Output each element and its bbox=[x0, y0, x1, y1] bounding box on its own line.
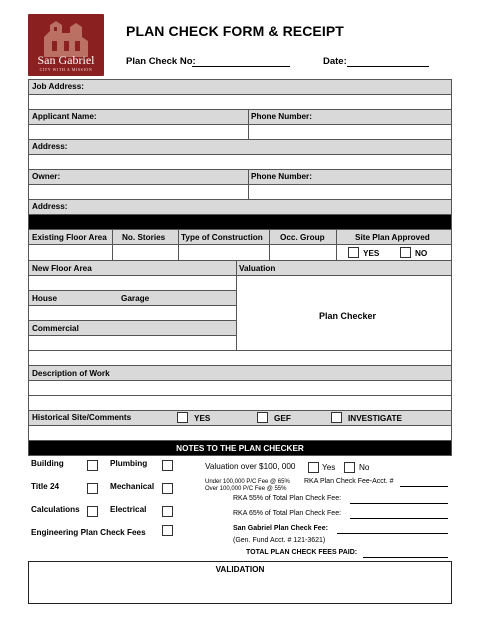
divider bbox=[236, 261, 237, 275]
date-label: Date: bbox=[323, 56, 347, 67]
historical-input[interactable] bbox=[28, 425, 452, 441]
floor-table-row[interactable] bbox=[28, 244, 452, 261]
gef-checkbox[interactable] bbox=[257, 412, 268, 423]
date-field[interactable] bbox=[347, 56, 429, 67]
valuation-yes-label: Yes bbox=[322, 463, 336, 472]
job-address-input[interactable] bbox=[28, 94, 452, 110]
historical-site-row bbox=[28, 410, 452, 426]
calculations-label: Calculations bbox=[31, 505, 80, 514]
valuation-no-checkbox[interactable] bbox=[344, 462, 355, 473]
divider bbox=[112, 245, 113, 260]
plumbing-checkbox[interactable] bbox=[162, 460, 173, 471]
divider bbox=[178, 230, 179, 244]
plan-checker-label: Plan Checker bbox=[319, 311, 377, 321]
validation-box[interactable] bbox=[28, 561, 452, 604]
engineering-fees-label: Engineering Plan Check Fees bbox=[31, 528, 146, 537]
description-input-1[interactable] bbox=[28, 380, 452, 396]
rka-55-label: RKA 55% of Total Plan Check Fee: bbox=[233, 495, 342, 502]
rka-65-field[interactable] bbox=[350, 508, 448, 519]
divider bbox=[248, 125, 249, 139]
new-floor-area-label: New Floor Area bbox=[32, 264, 92, 273]
owner-address-label: Address: bbox=[32, 202, 68, 211]
phone-number-label: Phone Number: bbox=[251, 112, 312, 121]
address-label: Address: bbox=[32, 142, 68, 151]
divider bbox=[336, 245, 337, 260]
existing-floor-area-header: Existing Floor Area bbox=[32, 233, 107, 242]
rka-acct-label: RKA Plan Check Fee-Acct. # bbox=[304, 478, 394, 485]
notes-header: NOTES TO THE PLAN CHECKER bbox=[176, 444, 304, 453]
garage-label: Garage bbox=[121, 294, 150, 303]
notes-header-bar bbox=[28, 440, 452, 456]
applicant-input-row[interactable] bbox=[28, 124, 452, 140]
sg-fee-field[interactable] bbox=[337, 523, 448, 534]
description-of-work-label: Description of Work bbox=[32, 369, 110, 378]
gef-label: GEF bbox=[274, 414, 291, 423]
new-floor-area-row bbox=[28, 260, 452, 276]
address-input[interactable] bbox=[28, 154, 452, 170]
job-address-row bbox=[28, 79, 452, 95]
plumbing-label: Plumbing bbox=[110, 459, 148, 468]
page-title: PLAN CHECK FORM & RECEIPT bbox=[126, 23, 344, 39]
blank-row[interactable] bbox=[28, 350, 452, 366]
electrical-checkbox[interactable] bbox=[162, 506, 173, 517]
house-garage-input[interactable] bbox=[28, 305, 237, 321]
owner-phone-label: Phone Number: bbox=[251, 172, 312, 181]
valuation-no-label: No bbox=[359, 463, 370, 472]
rka-55-field[interactable] bbox=[350, 493, 448, 504]
house-label: House bbox=[32, 294, 58, 303]
logo-tagline: CITY WITH A MISSION bbox=[39, 67, 93, 72]
divider bbox=[336, 230, 337, 244]
site-plan-no-label: NO bbox=[415, 249, 428, 258]
logo-name: San Gabriel bbox=[37, 53, 95, 67]
gen-fund-note: (Gen. Fund Acct. # 121-3621) bbox=[233, 537, 326, 544]
calculations-checkbox[interactable] bbox=[87, 506, 98, 517]
owner-row bbox=[28, 169, 452, 185]
site-plan-yes-label: YES bbox=[363, 249, 380, 258]
divider bbox=[112, 230, 113, 244]
valuation-over-label: Valuation over $100, 000 bbox=[205, 462, 296, 471]
site-plan-no-checkbox[interactable] bbox=[400, 247, 411, 258]
plan-check-no-label: Plan Check No: bbox=[126, 56, 196, 67]
building-label: Building bbox=[31, 459, 64, 468]
engineering-fees-checkbox[interactable] bbox=[162, 525, 173, 536]
site-plan-approved-header: Site Plan Approved bbox=[355, 233, 430, 242]
site-plan-yes-checkbox[interactable] bbox=[348, 247, 359, 258]
divider bbox=[248, 110, 249, 124]
investigate-label: INVESTIGATE bbox=[348, 414, 402, 423]
separator-bar bbox=[28, 214, 452, 230]
plan-check-no-field[interactable] bbox=[192, 56, 290, 67]
owner-input-row[interactable] bbox=[28, 184, 452, 200]
occ-group-header: Occ. Group bbox=[280, 233, 325, 242]
electrical-label: Electrical bbox=[110, 505, 147, 514]
historical-yes-label: YES bbox=[194, 414, 211, 423]
owner-address-row bbox=[28, 199, 452, 215]
rka-65-label: RKA 65% of Total Plan Check Fee: bbox=[233, 510, 342, 517]
job-address-label: Job Address: bbox=[32, 82, 85, 91]
no-stories-header: No. Stories bbox=[122, 233, 166, 242]
valuation-yes-checkbox[interactable] bbox=[308, 462, 319, 473]
floor-table-header bbox=[28, 229, 452, 245]
valuation-label: Valuation bbox=[239, 264, 276, 273]
description-of-work-row bbox=[28, 365, 452, 381]
under-fee-note: Under 100,000 P/C Fee @ 65% bbox=[205, 479, 290, 485]
address-row bbox=[28, 139, 452, 155]
investigate-checkbox[interactable] bbox=[331, 412, 342, 423]
validation-label: VALIDATION bbox=[215, 565, 265, 574]
type-of-construction-header: Type of Construction bbox=[181, 233, 263, 242]
building-checkbox[interactable] bbox=[87, 460, 98, 471]
historical-yes-checkbox[interactable] bbox=[177, 412, 188, 423]
divider bbox=[248, 185, 249, 199]
over-fee-note: Over 100,000 P/C Fee @ 55% bbox=[205, 486, 287, 492]
description-input-2[interactable] bbox=[28, 395, 452, 411]
divider bbox=[269, 245, 270, 260]
city-logo bbox=[28, 14, 104, 76]
total-fees-field[interactable] bbox=[363, 547, 448, 558]
title-24-label: Title 24 bbox=[31, 482, 60, 491]
total-fees-label: TOTAL PLAN CHECK FEES PAID: bbox=[246, 549, 358, 556]
commercial-row bbox=[28, 320, 237, 336]
divider bbox=[269, 230, 270, 244]
historical-site-label: Historical Site/Comments bbox=[32, 413, 132, 422]
rka-acct-field[interactable] bbox=[400, 476, 448, 487]
owner-label: Owner: bbox=[32, 172, 61, 181]
title-24-checkbox[interactable] bbox=[87, 483, 98, 494]
commercial-label: Commercial bbox=[32, 324, 79, 333]
mechanical-label: Mechanical bbox=[110, 482, 155, 491]
applicant-row bbox=[28, 109, 452, 125]
sg-fee-label: San Gabriel Plan Check Fee: bbox=[233, 525, 328, 532]
floor-area-block bbox=[28, 275, 452, 351]
house-garage-row bbox=[28, 290, 237, 306]
applicant-name-label: Applicant Name: bbox=[32, 112, 97, 121]
divider bbox=[248, 170, 249, 184]
mechanical-checkbox[interactable] bbox=[162, 483, 173, 494]
divider bbox=[178, 245, 179, 260]
